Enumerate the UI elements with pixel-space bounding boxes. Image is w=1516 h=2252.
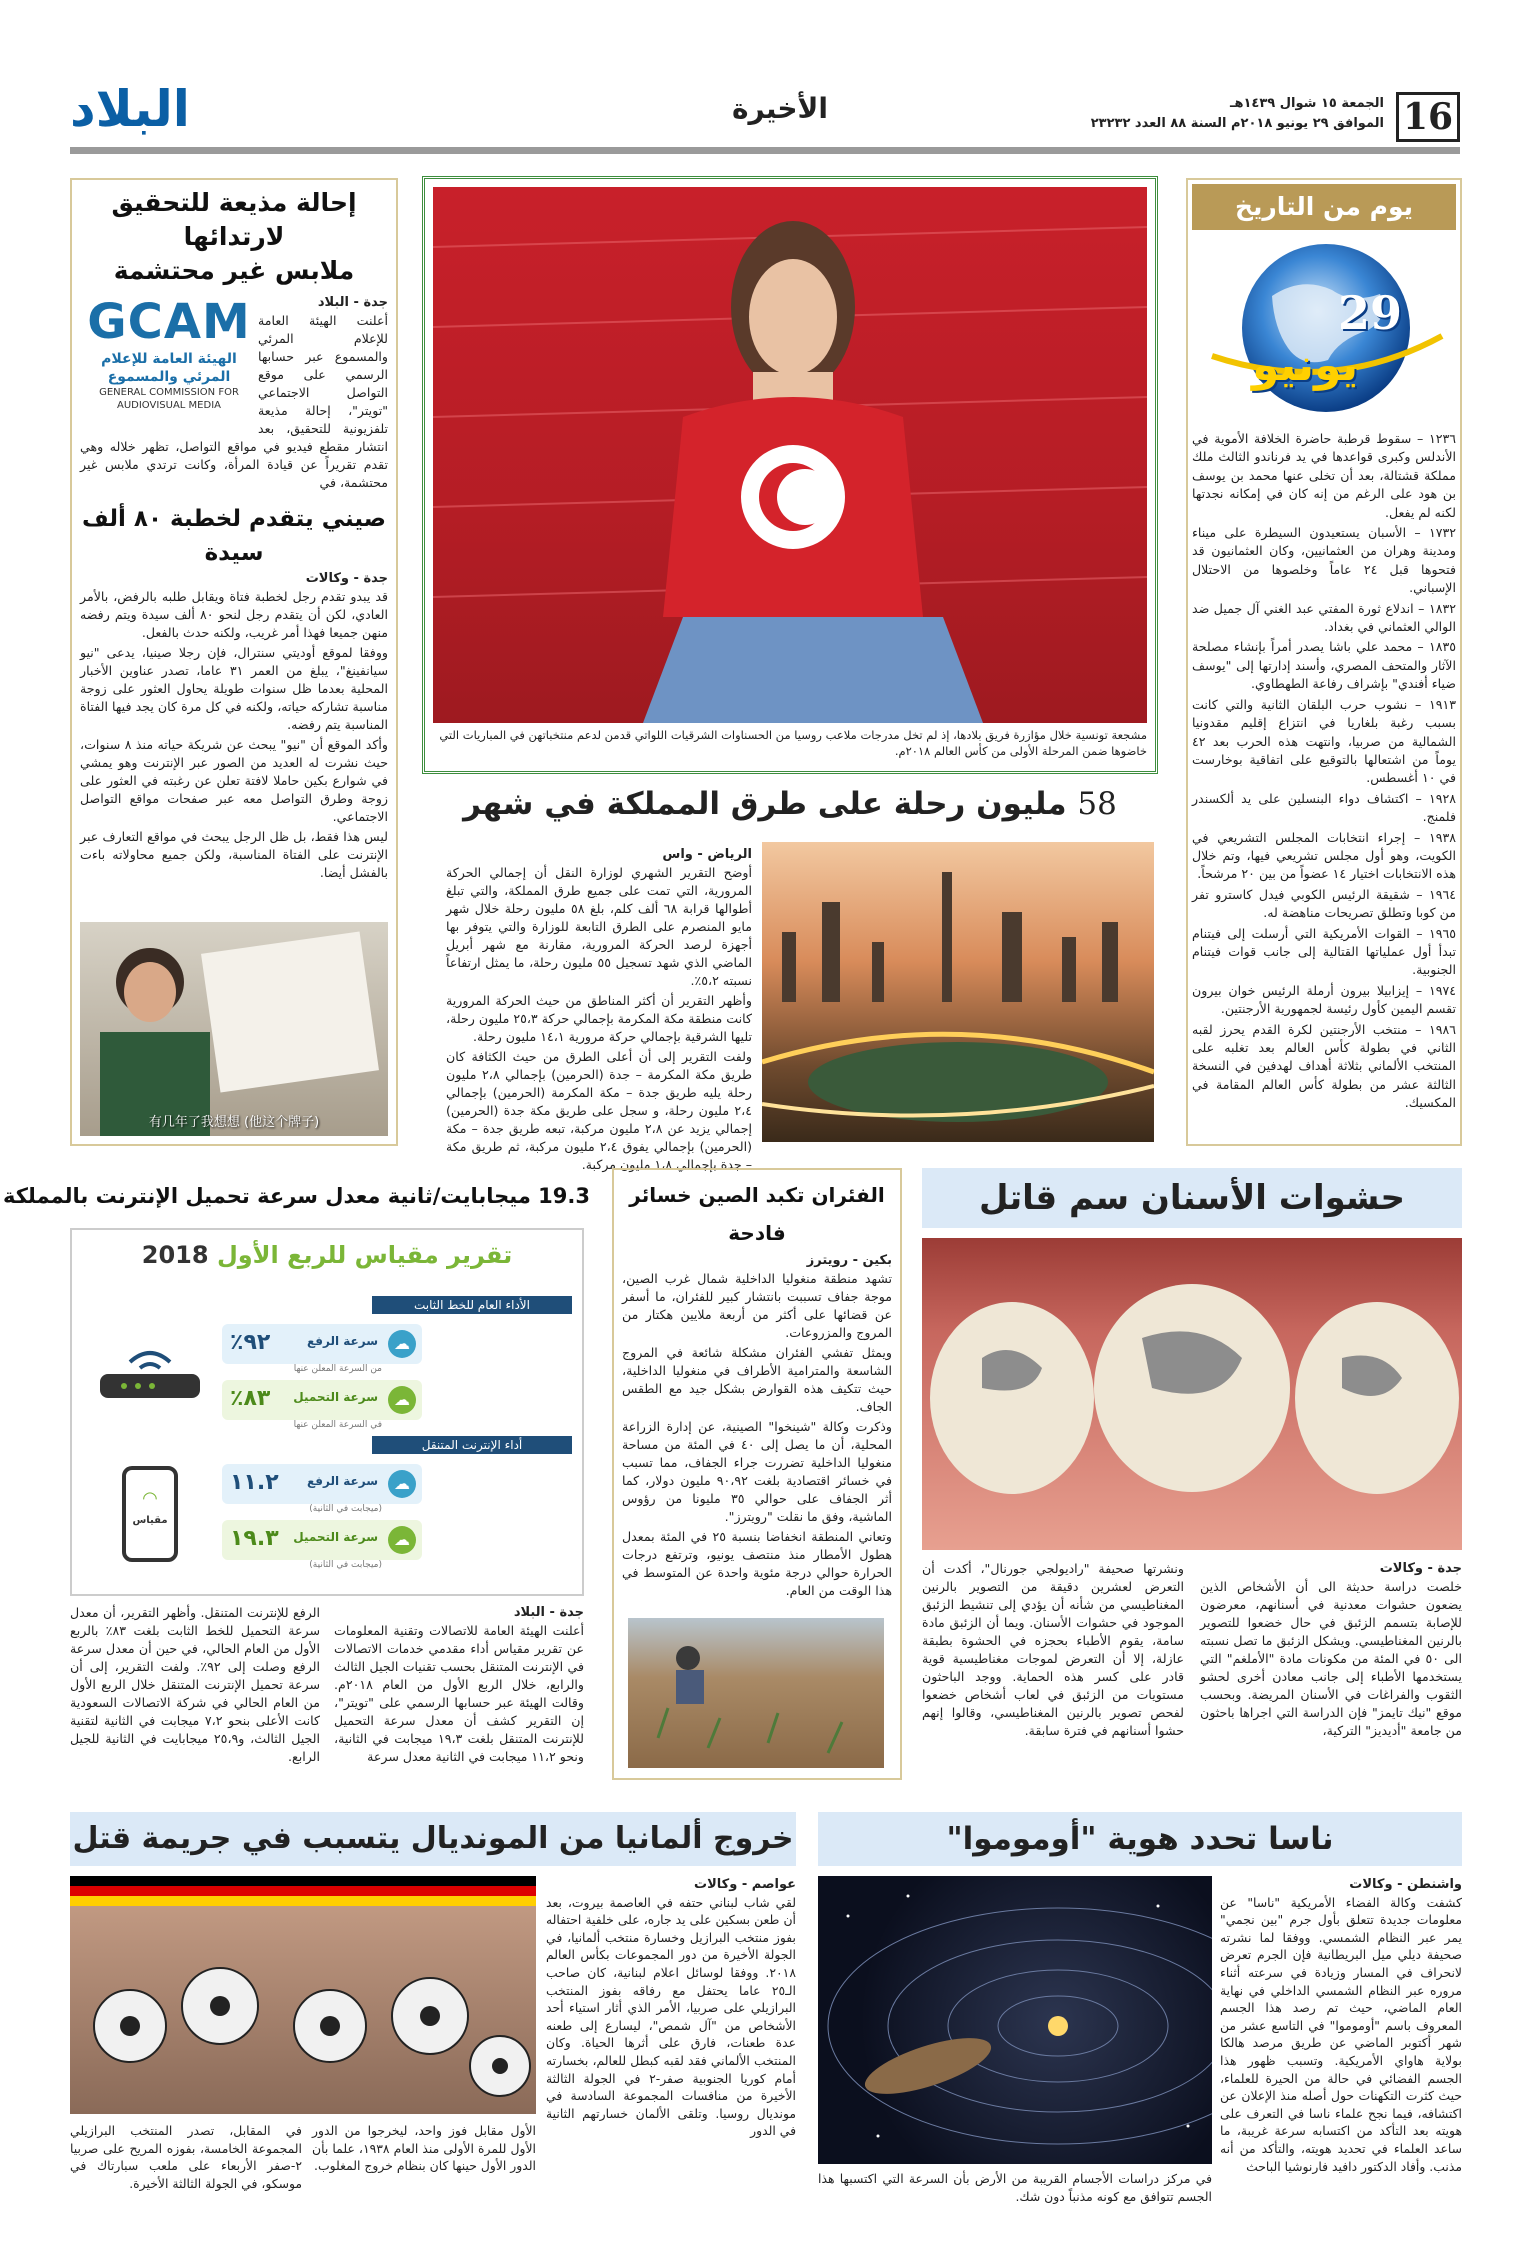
nasa-title: ناسا تحدد هوية "أوموموا" — [818, 1812, 1462, 1866]
history-item: ١٩٧٤ – إيزابيلا بيرون أرملة الرئيس خوان بيرون تقسم اليمين كأول رئيسة لجمهورية الأرجنتين. — [1192, 982, 1456, 1017]
phone-icon — [122, 1466, 178, 1562]
rats-photo-illustration — [628, 1618, 884, 1768]
mobile-upload-label: سرعة الرفع — [306, 1474, 378, 1488]
chinese-paragraph: ووفقا لموقع أوديتي سنترال، فإن رجلا صينيا، يدعى "نيو سيانفينغ"، يبلغ من العمر ٣١ عاما، تصدر عناوين الأخبار المحلية بعدما ظل سنوات طويلة يحاول العثور على زوجة مناسبة تشاركه حياته، ولكنه في كل مرة كان يجد فيها الفتاة المناسبة يتم رفضه. — [80, 645, 388, 732]
gcam-logo — [80, 294, 258, 424]
roads-paragraph: وأظهر التقرير أن أكثر المناطق من حيث الحركة المرورية كانت منطقة مكة المكرمة بإجمالي حركة ٢٥،٣ مليون رحلة، تليها الشرقية بإجمالي حركة مرورية ١٤،١ مليون رحلة. — [446, 993, 752, 1044]
report-title: تقرير مقياس للربع الأول — [216, 1241, 513, 1269]
roads-body — [446, 846, 752, 1176]
mobile-upload-card — [222, 1464, 422, 1504]
germany-text-col2: الأول مقابل فوز واحد، ليخرجوا من الدور الأول للمرة الأولى منذ العام ١٩٣٨، علما بأن الدور الأول حينها كان بنظام خروج المغلوب. — [312, 2123, 536, 2174]
mobile-download-value: ١٩.٣ — [230, 1526, 279, 1551]
chinese-paragraph: قد يبدو تقدم رجل لخطبة فتاة ويقابل طلبه بالرفض، بالأمر العادي، لكن أن يتقدم رجل لنحو ٨٠ ألف سيدة ويتم رفضه منهن جميعا فهذا أمر غريب، ولكنه حدث بالفعل. — [80, 589, 389, 640]
teeth-dateline: جدة - وكالات — [1379, 1561, 1462, 1576]
mobile-upload-value: ١١.٢ — [230, 1470, 279, 1495]
badge-number: 29 — [1338, 286, 1403, 340]
chinese-photo-caption: (他这个牌子) 有几年了我想想 — [148, 1115, 320, 1130]
germany-photo — [70, 1876, 536, 2114]
report-year: 2018 — [141, 1241, 209, 1269]
download-icon: ☁ — [388, 1526, 416, 1554]
teeth-text-col2: ونشرتها صحيفة "راديولجي جورنال"، أكدت أن التعرض لعشرين دقيقة من التصوير بالرنين المغناطيسي من شأنه أن يؤدي إلى تنشيط الزئبق الموجود في حشوات الأسنان. ويما أن الزئبق مادة سامة، يقوم الأطباء بحجزه في الحشوة بطبقة عازلة، إلا أن التعرض لموجات مغناطيسية قوية قادر على كسر هذه الحماية. ووجد الباحثون مستويات من الزئبق في لعاب أشخاص خضعوا لفحص تصوير بالرنين المغناطيسي، وقالوا إنهم حشوا أسنانهم في فترة سابقة. — [922, 1561, 1184, 1738]
history-item: ١٩٦٤ – شقيقة الرئيس الكوبي فيدل كاسترو تفر من كوبا وتطلق تصريحات مناهضة له. — [1192, 886, 1456, 921]
gcam-logo-english: GENERAL COMMISSION FOR AUDIOVISUAL MEDIA — [99, 387, 239, 411]
fixed-upload-label: سرعة الرفع — [306, 1334, 378, 1348]
history-item: ١٢٣٦ – سقوط قرطبة حاضرة الخلافة الأموية في الأندلس وكبرى قواعدها في يد فرناندو الثالث ملك مملكة قشتالة، بعد أن تخلى عنها محمد بن يوسف بن هود على الرغم من إنه كان في إمكانه نجدتها لكنه لم يفعل. — [1192, 431, 1456, 520]
history-item: ١٩٨٦ – منتخب الأرجنتين لكرة القدم يحرز لقبه الثاني في بطولة كأس العالم بعد تغلبه على المنتخب الألماني بثلاثة أهداف لهدفين في النسخة الثالثة عشر من بطولة كأس العالم المقامة في المكسيك. — [1192, 1021, 1456, 1111]
app-label: مقياس — [132, 1515, 168, 1526]
date-hijri: الجمعة ١٥ شوال ١٤٣٩هـ — [1230, 96, 1384, 111]
internet-infographic — [70, 1228, 584, 1596]
teeth-photo — [922, 1238, 1462, 1550]
history-item: ١٨٣٢ – اندلاع ثورة المفتي عبد الغني آل جميل ضد الوالي العثماني في بغداد. — [1192, 600, 1456, 635]
internet-title: 19.3 ميجابايت/ثانية معدل سرعة تحميل الإنترنت بالمملكة — [2, 1184, 590, 1208]
fixed-upload-card — [222, 1324, 422, 1364]
badge-month: يونيو — [1252, 340, 1359, 391]
chinese-body — [80, 570, 388, 882]
fan-photo — [433, 187, 1147, 723]
history-badge — [1192, 236, 1456, 426]
gcam-logo-arabic: الهيئة العامة للإعلام المرئي والمسموع — [101, 351, 237, 385]
germany-text-col1: لقي شاب لبناني حتفه في العاصمة بيروت، بعد أن طعن بسكين على يد جاره، على خلفية احتفاله بفوز منتخب البرازيل وخسارة منتخب ألمانيا، في الجولة الأخيرة من دور المجموعات بكأس العالم ٢٠١٨. ووفقا لوسائل اعلام لبنانية، كان صاحب الـ٢٥ عاما يحتفل مع رفاقه بفوز المنتخب البرازيلي على صربيا، الأمر الذي أثار استياء أحد الأشخاص من "آل شمص"، ليسارع إلى طعنه عدة طعنات، فارق على أثرها الحياة. وكان المنتخب الألماني فقد لقبه كبطل للعالم، بخسارته أمام كوريا الجنوبية صفر-٢ في الجولة الثالثة الأخيرة من منافسات المجموعة السادسة في مونديال روسيا. وتلقى الألمان خسارتهم الثانية في الدور — [546, 1894, 796, 2139]
chinese-paragraph: وأكد الموقع أن "نيو" يبحث عن شريكة حياته منذ ٨ سنوات، حيث نشرت له العديد من الصور عبر الإنترنت وهو يمشي في شوارع بكين حاملا لافتة تعلن عن رغبته في العثور على زوجة وطرق التواصل معه عبر صفحات مواقع التواصل الاجتماعي. — [80, 737, 389, 824]
mobile-upload-note: (ميجابت في الثانية) — [309, 1504, 382, 1514]
roads-title-text: مليون رحلة على طرق المملكة في شهر — [463, 786, 1067, 822]
fan-photo-caption: مشجعة تونسية خلال مؤازرة فريق بلادها، إذ لم تخل مدرجات ملاعب روسيا من الحسناوات الشرقيات اللواتي قدمن لدعم منتخباتهن في المباريات التي خاضوها ضمن المرحلة الأولى من كأس العالم ٢٠١٨م. — [439, 728, 1147, 758]
gcam-logo-latin: GCAM — [87, 294, 251, 350]
fan-photo-illustration — [433, 187, 1147, 723]
germany-title: خروج ألمانيا من المونديال يتسبب في جريمة قتل — [70, 1812, 796, 1866]
teeth-title: حشوات الأسنان سم قاتل — [922, 1168, 1462, 1228]
roads-title — [420, 786, 1160, 830]
fixed-line-label: الأداء العام للخط الثابت — [372, 1296, 572, 1314]
rats-paragraph: تشهد منطقة منغوليا الداخلية شمال غرب الصين، موجة جفاف تسببت بانتشار كبير للفئران، ما أسفر عن قضائها على أكثر من أربعة ملايين هكتار من المروج والمزروعات. — [622, 1271, 892, 1340]
riyadh-illustration — [762, 842, 1154, 1142]
teeth-body — [922, 1560, 1462, 1780]
roads-dateline: الرياض - واس — [662, 847, 752, 862]
page-number-box — [1396, 92, 1460, 142]
page-number: 16 — [1402, 96, 1454, 138]
rats-box — [612, 1168, 902, 1780]
globe-icon — [1192, 236, 1460, 426]
fixed-upload-value: ٩٢٪ — [230, 1330, 271, 1355]
rats-title: الفئران تكبد الصين خسائر فادحة — [629, 1183, 885, 1245]
germany-text-col3: في المقابل، تصدر المنتخب البرازيلي المجموعة الخامسة، بفوزه المريح على صربيا ٢-صفر الأربعاء على ملعب سبارتاك في موسكو، في الجولة الثالثة الأخيرة. — [70, 2123, 302, 2191]
history-item: ١٩٣٨ – إجراء انتخابات المجلس التشريعي في الكويت، وهو أول مجلس تشريعي فيها، وتم خلال هذه الانتخابات اختيار ١٤ عضواً من بين ٢٠ مرشحاً. — [1192, 829, 1456, 882]
rats-paragraph: ويمثل تفشي الفئران مشكلة شائعة في المروج الشاسعة والمترامية الأطراف في منغوليا الداخلية، حيث تتكيف هذه القوارض بشكل جيد مع الطقس الجاف. — [622, 1345, 892, 1414]
internet-body — [70, 1604, 584, 1780]
broadcaster-title-line: ملابس غير محتشمة — [113, 256, 355, 285]
teeth-text-col1: خلصت دراسة حديثة الى أن الأشخاص الذين يضعون حشوات معدنية في أسنانهم، معرضون للإصابة بتسمم الزئبق في حال خضعوا للتصوير بالرنين المغناطيسي. ويشكل الزئبق ما تصل نسبته الى ٥٠ في المئة من مكونات مادة "الأملغم" التي يستخدمها الأطباء إلى جانب معادن أخرى لحشو الثقوب والفراغات في الأسنان المريضة. وبحسب موقع "نيك تايمز" فإن الدراسة التي اجراها باحثون من جامعة "أديديز" التركية، — [1200, 1579, 1462, 1738]
roads-paragraph: أوضح التقرير الشهري لوزارة النقل أن إجمالي الحركة المرورية، التي تمت على جميع طرق المملكة، والتي تبلغ أطوالها قرابة ٦٨ ألف كلم، بلغ ٥٨ مليون رحلة خلال شهر مايو المنصرم على الطرق التابعة للوزارة والتي يتوفر بها أجهزة لرصد الحركة المرورية، مقارنة مع شهر أبريل الماضي الذي شهد تسجيل ٥٥ مليون رحلة، ما يمثل ارتفاعاً نسبته ٥،٢٪. — [446, 865, 753, 988]
fan-photo-frame — [422, 176, 1158, 774]
rats-paragraph: وذكرت وكالة "شينخوا" الصينية، عن إدارة الزراعة المحلية، أن ما يصل إلى ٤٠ في المئة من مساحة منغوليا الداخلية تضررت جراء الجفاف، مما تسبب في خسائر اقتصادية بلغت ٩٠،٩٢ مليون دولار، كما أثر الجفاف على حوالي ٣٥ مليونا من رؤوس الماشية، وفق ما نقلت "رويترز". — [622, 1419, 893, 1524]
history-box — [1186, 178, 1462, 1146]
newspaper-logo: البلاد — [70, 80, 190, 138]
history-item: ١٩١٣ – نشوب حرب البلقان الثانية والتي كانت بسبب رغبة بلغاريا في انتزاع إقليم مقدونيا الشمالية من صربيا، وانتهت هذه الحرب بعد ٤٢ يوماً من اشتعالها بالتوقيع على اتفاقية بوخارست في ١٠ أغسطس. — [1192, 696, 1456, 786]
chinese-photo — [80, 922, 388, 1136]
rats-photo — [628, 1618, 884, 1768]
broadcaster-dateline: جدة - البلاد — [317, 295, 388, 310]
fixed-upload-note: من السرعة المعلن عنها — [293, 1364, 382, 1374]
chinese-paragraph: ليس هذا فقط، بل ظل الرجل يبحث في مواقع التعارف عبر الإنترنت على الفتاة المناسبة، ولكن جميع محاولاته باءت بالفشل أيضا. — [80, 829, 388, 880]
germany-dateline: عواصم - وكالات — [694, 1877, 796, 1892]
mobile-download-label: سرعة التحميل — [293, 1530, 378, 1544]
teeth-illustration — [922, 1238, 1462, 1550]
left-column-box — [70, 178, 398, 1146]
rats-paragraph: وتعاني المنطقة انخفاضا بنسبة ٢٥ في المئة بمعدل هطول الأمطار منذ منتصف يونيو، وترتفع درجات الحرارة حوالي درجة مئوية واحدة عن المتوسط في هذا الوقت من العام. — [622, 1529, 892, 1598]
fixed-download-value: ٨٣٪ — [230, 1386, 271, 1411]
upload-icon: ☁ — [388, 1330, 416, 1358]
router-icon — [90, 1340, 210, 1410]
fixed-download-label: سرعة التحميل — [293, 1390, 378, 1404]
nasa-dateline-inline: واشنطن - وكالات — [1349, 1877, 1462, 1892]
internet-dateline: جدة - البلاد — [513, 1605, 584, 1620]
nasa-caption: في مركز دراسات الأجسام القريبة من الأرض بأن السرعة التي اكتسبها هذا الجسم تتوافق مع كونه مذنباً دون شك. — [818, 2171, 1212, 2204]
header-rule — [70, 147, 1460, 154]
history-item: ١٨٣٥ – محمد علي باشا يصدر أمراً بإنشاء مصلحة الآثار والمتحف المصري، وأسند إدارتها إلى "يوسف ضياء أفندي" بإشراف رفاعة الطهطاوي. — [1192, 639, 1456, 692]
chinese-photo-illustration — [80, 922, 388, 1136]
history-list — [1192, 430, 1456, 1113]
history-item: ١٩٦٥ – القوات الأمريكية التي أرسلت إلى فيتنام تبدأ أول عملياتها القتالية إلى جانب قوات فيتنام الجنوبية. — [1192, 925, 1456, 978]
fixed-download-card — [222, 1380, 422, 1420]
nasa-photo — [818, 1876, 1212, 2164]
date-gregorian: الموافق ٢٩ يونيو ٢٠١٨م السنة ٨٨ العدد ٢٣٢٣٢ — [1090, 116, 1384, 131]
history-item: ١٧٣٢ – الأسبان يستعيدون السيطرة على ميناء ومدينة وهران من العثمانيين، وكان العثمانيون قد فتحوها قبل ٢٤ عاماً وخلصوها من الاحتلال الإسباني. — [1192, 525, 1456, 596]
chinese-title: صيني يتقدم لخطبة ٨٠ ألف سيدة — [82, 506, 386, 566]
nasa-body — [1220, 1876, 1462, 2180]
chinese-dateline: جدة - وكالات — [305, 571, 388, 586]
header — [70, 80, 1460, 148]
date-block — [1024, 94, 1384, 134]
broadcaster-title-line: إحالة مذيعة للتحقيق لارتدائها — [111, 188, 357, 251]
germany-photo-illustration — [70, 1876, 536, 2114]
history-item: ١٩٢٨ – اكتشاف دواء البنسلين على يد ألكسندر فلمنج. — [1192, 790, 1456, 825]
download-icon: ☁ — [388, 1386, 416, 1414]
wifi-icon: ◠ — [142, 1488, 158, 1509]
rats-body — [622, 1252, 892, 1600]
germany-body — [546, 1876, 796, 2180]
internet-text-col1: أعلنت الهيئة العامة للاتصالات وتقنية المعلومات عن تقرير مقياس أداء مقدمي خدمات الاتصالات في الإنترنت المتنقل بحسب تقنيات الجيل الثالث والرابع، خلال الربع الأول من العام ٢٠١٨م. وقالت الهيئة عبر حسابها الرسمي على "تويتر"، إن التقرير كشف أن معدل سرعة التحميل للإنترنت المتنقل بلغت ١٩،٣ ميجابت في الثانية، ونحو ١١،٢ ميجابت في الثانية معدل سرعة — [334, 1623, 584, 1764]
fixed-download-note: في السرعة المعلن عنها — [293, 1420, 382, 1430]
upload-icon: ☁ — [388, 1470, 416, 1498]
broadcaster-title — [80, 186, 388, 288]
mobile-download-card — [222, 1520, 422, 1560]
nasa-text: كشفت وكالة الفضاء الأمريكية "ناسا" عن معلومات جديدة تتعلق بأول جرم "بين نجمي" يمر عبر النظام الشمسي. ووفقا لما نشرته صحيفة ديلي ميل البريطانية فإن الجرم تعرض لانحراف في المسار وزيادة في سرعته أثناء مروره عبر النظام الشمسي الداخلي في نهاية العام الماضي، حيث تم رصد هذا الجسم المعروف باسم "أوموموا" في التاسع عشر من شهر أكتوبر الماضي عن طريق مرصد هالكا بولاية هاواي الأمريكية. وتسبب ظهور هذا الجسم الفضائي في حالة من الحيرة للعلماء، حيث كثرت التكهنات حول أصله منذ الإعلان عن اكتشافه، فيما نجح علماء ناسا في التعرف على هويته بعد التأكد من اكتسابه سرعة غريبة، ما ساعد العلماء في تحديد هويته، والتأكد من أنه مذنب. وأفاد الدكتور دافيد فارنوشيا الباحث — [1220, 1894, 1462, 2174]
section-title: الأخيرة — [731, 92, 828, 125]
history-title: يوم من التاريخ — [1192, 184, 1456, 230]
report-header — [72, 1230, 582, 1280]
broadcaster-text: أعلنت الهيئة العامة للإعلام المرئي والمسموع عبر حسابها الرسمي على موقع التواصل الاجتماعي "تويتر"، إحالة مذيعة تلفزيونية للتحقيق، بعد انتشار مقطع فيديو في مواقع التواصل، تظهر خلاله وهي تقدم تقريراً عن قيادة المرأة، وكانت ترتدي ملابس غير محتشمة، في — [80, 313, 388, 490]
roads-title-number: 58 — [1077, 786, 1117, 822]
riyadh-photo — [762, 842, 1154, 1142]
internet-text-col2: الرفع للإنترنت المتنقل. وأظهر التقرير، أن معدل سرعة التحميل للخط الثابت بلغت ٨٣٪ بالربع الأول من العام الحالي، في حين أن معدل سرعة الرفع وصلت إلى ٩٢٪. ولفت التقرير، إلى أن سرعة تحميل الإنترنت المتنقل خلال الربع الأول من العام الحالي في شركة الاتصالات السعودية كانت الأعلى بنحو ٧،٢ ميجابت في الثانية لتقنية الجيل الثالث، و٢٥،٩ ميجابايت في الثانية للجيل الرابع. — [70, 1605, 320, 1764]
nasa-illustration — [818, 1876, 1212, 2164]
mobile-download-note: (ميجابت في الثانية) — [309, 1560, 382, 1570]
roads-paragraph: ولفت التقرير إلى أن أعلى الطرق من حيث الكثافة كان طريق مكة المكرمة – جدة (الحرمين) بإجمالي ٢،٨ مليون رحلة يليه طريق جدة – مكة المكرمة (الحرمين) بإجمالي ٢،٤ مليون رحلة، و سجل على طريق مكة جدة (الحرمين) إجمالي يزيد عن ٢،٨ مليون مركبة، تبعه طريق جدة – مكة (الحرمين) بإجمالي يفوق ٢،٤ مليون مركبة، ثم طريق مكة – جدة بإجمالي ١،٨ مليون مركبة. — [446, 1049, 752, 1172]
mobile-label: أداء الإنترنت المتنقل — [372, 1436, 572, 1454]
rats-dateline: بكين - رويترز — [806, 1253, 892, 1268]
